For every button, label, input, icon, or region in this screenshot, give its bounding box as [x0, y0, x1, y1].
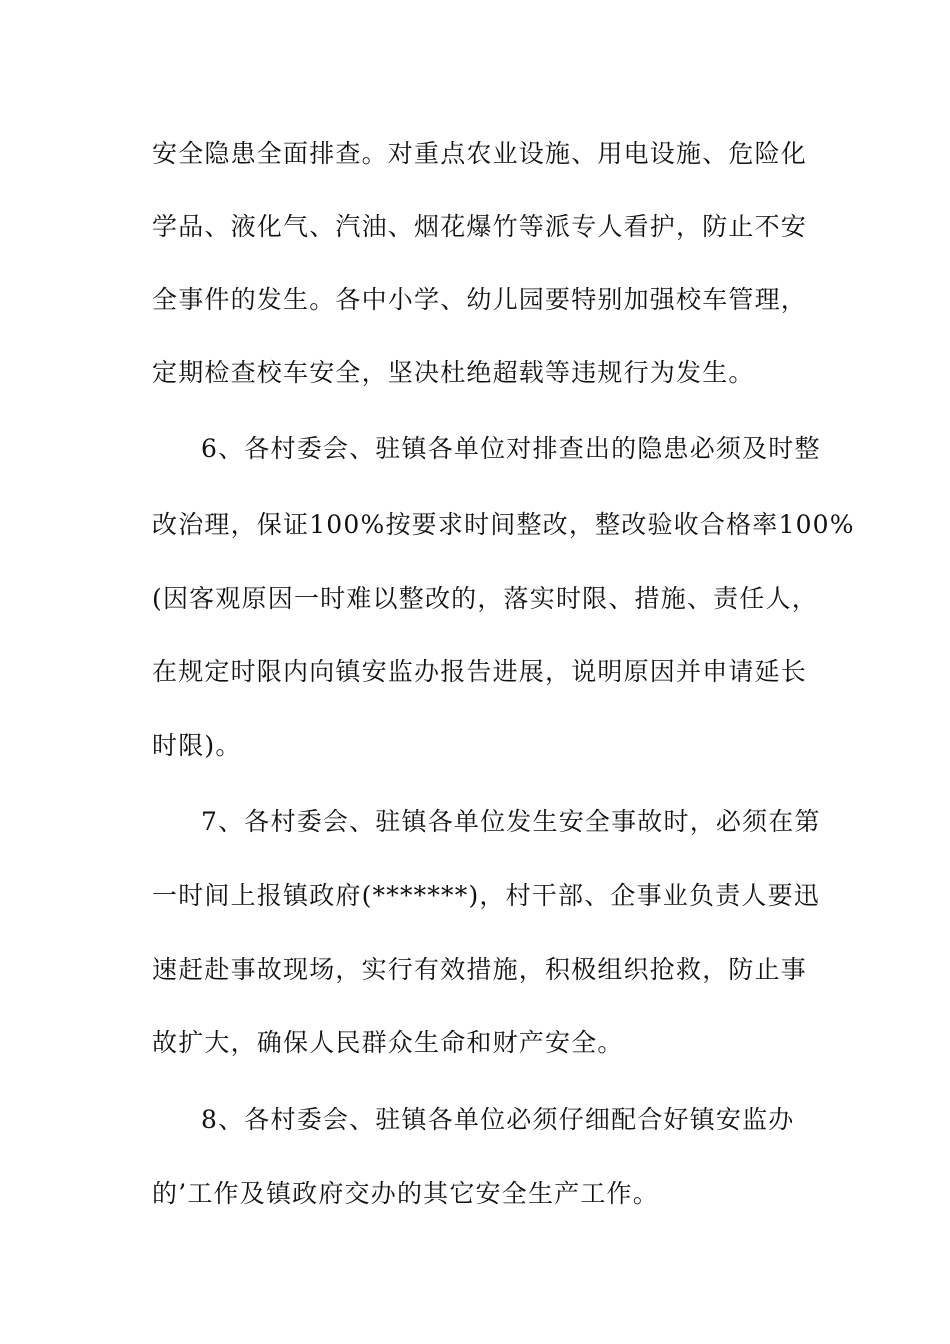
paragraph-line: 学品、液化气、汽油、烟花爆竹等派专人看护，防止不安	[152, 212, 808, 241]
paragraph-line: (因客观原因一时难以整改的，落实时限、措施、责任人，	[152, 584, 818, 613]
paragraph-line: 的’工作及镇政府交办的其它安全生产工作。	[152, 1179, 659, 1208]
paragraph-line: 速赶赴事故现场，实行有效措施，积极组织抢救，防止事	[152, 955, 808, 984]
paragraph-line: 改治理，保证100%按要求时间整改，整改验收合格率100%	[152, 510, 855, 539]
paragraph-line: 定期检查校车安全，坚决杜绝超载等违规行为发生。	[152, 358, 755, 387]
paragraph-line: 7、各村委会、驻镇各单位发生安全事故时，必须在第	[201, 807, 821, 836]
paragraph-line: 6、各村委会、驻镇各单位对排查出的隐患必须及时整	[201, 434, 821, 463]
paragraph-line: 8、各村委会、驻镇各单位必须仔细配合好镇安监办	[201, 1105, 795, 1134]
paragraph-line: 全事件的发生。各中小学、幼儿园要特别加强校车管理，	[152, 285, 808, 314]
paragraph-line: 在规定时限内向镇安监办报告进展，说明原因并申请延长	[152, 657, 808, 686]
paragraph-line: 时限)。	[152, 731, 242, 760]
paragraph-line: 一时间上报镇政府(*******)，村干部、企事业负责人要迅	[152, 881, 821, 910]
paragraph-line: 安全隐患全面排查。对重点农业设施、用电设施、危险化	[152, 139, 808, 168]
paragraph-line: 故扩大，确保人民群众生命和财产安全。	[152, 1028, 624, 1057]
